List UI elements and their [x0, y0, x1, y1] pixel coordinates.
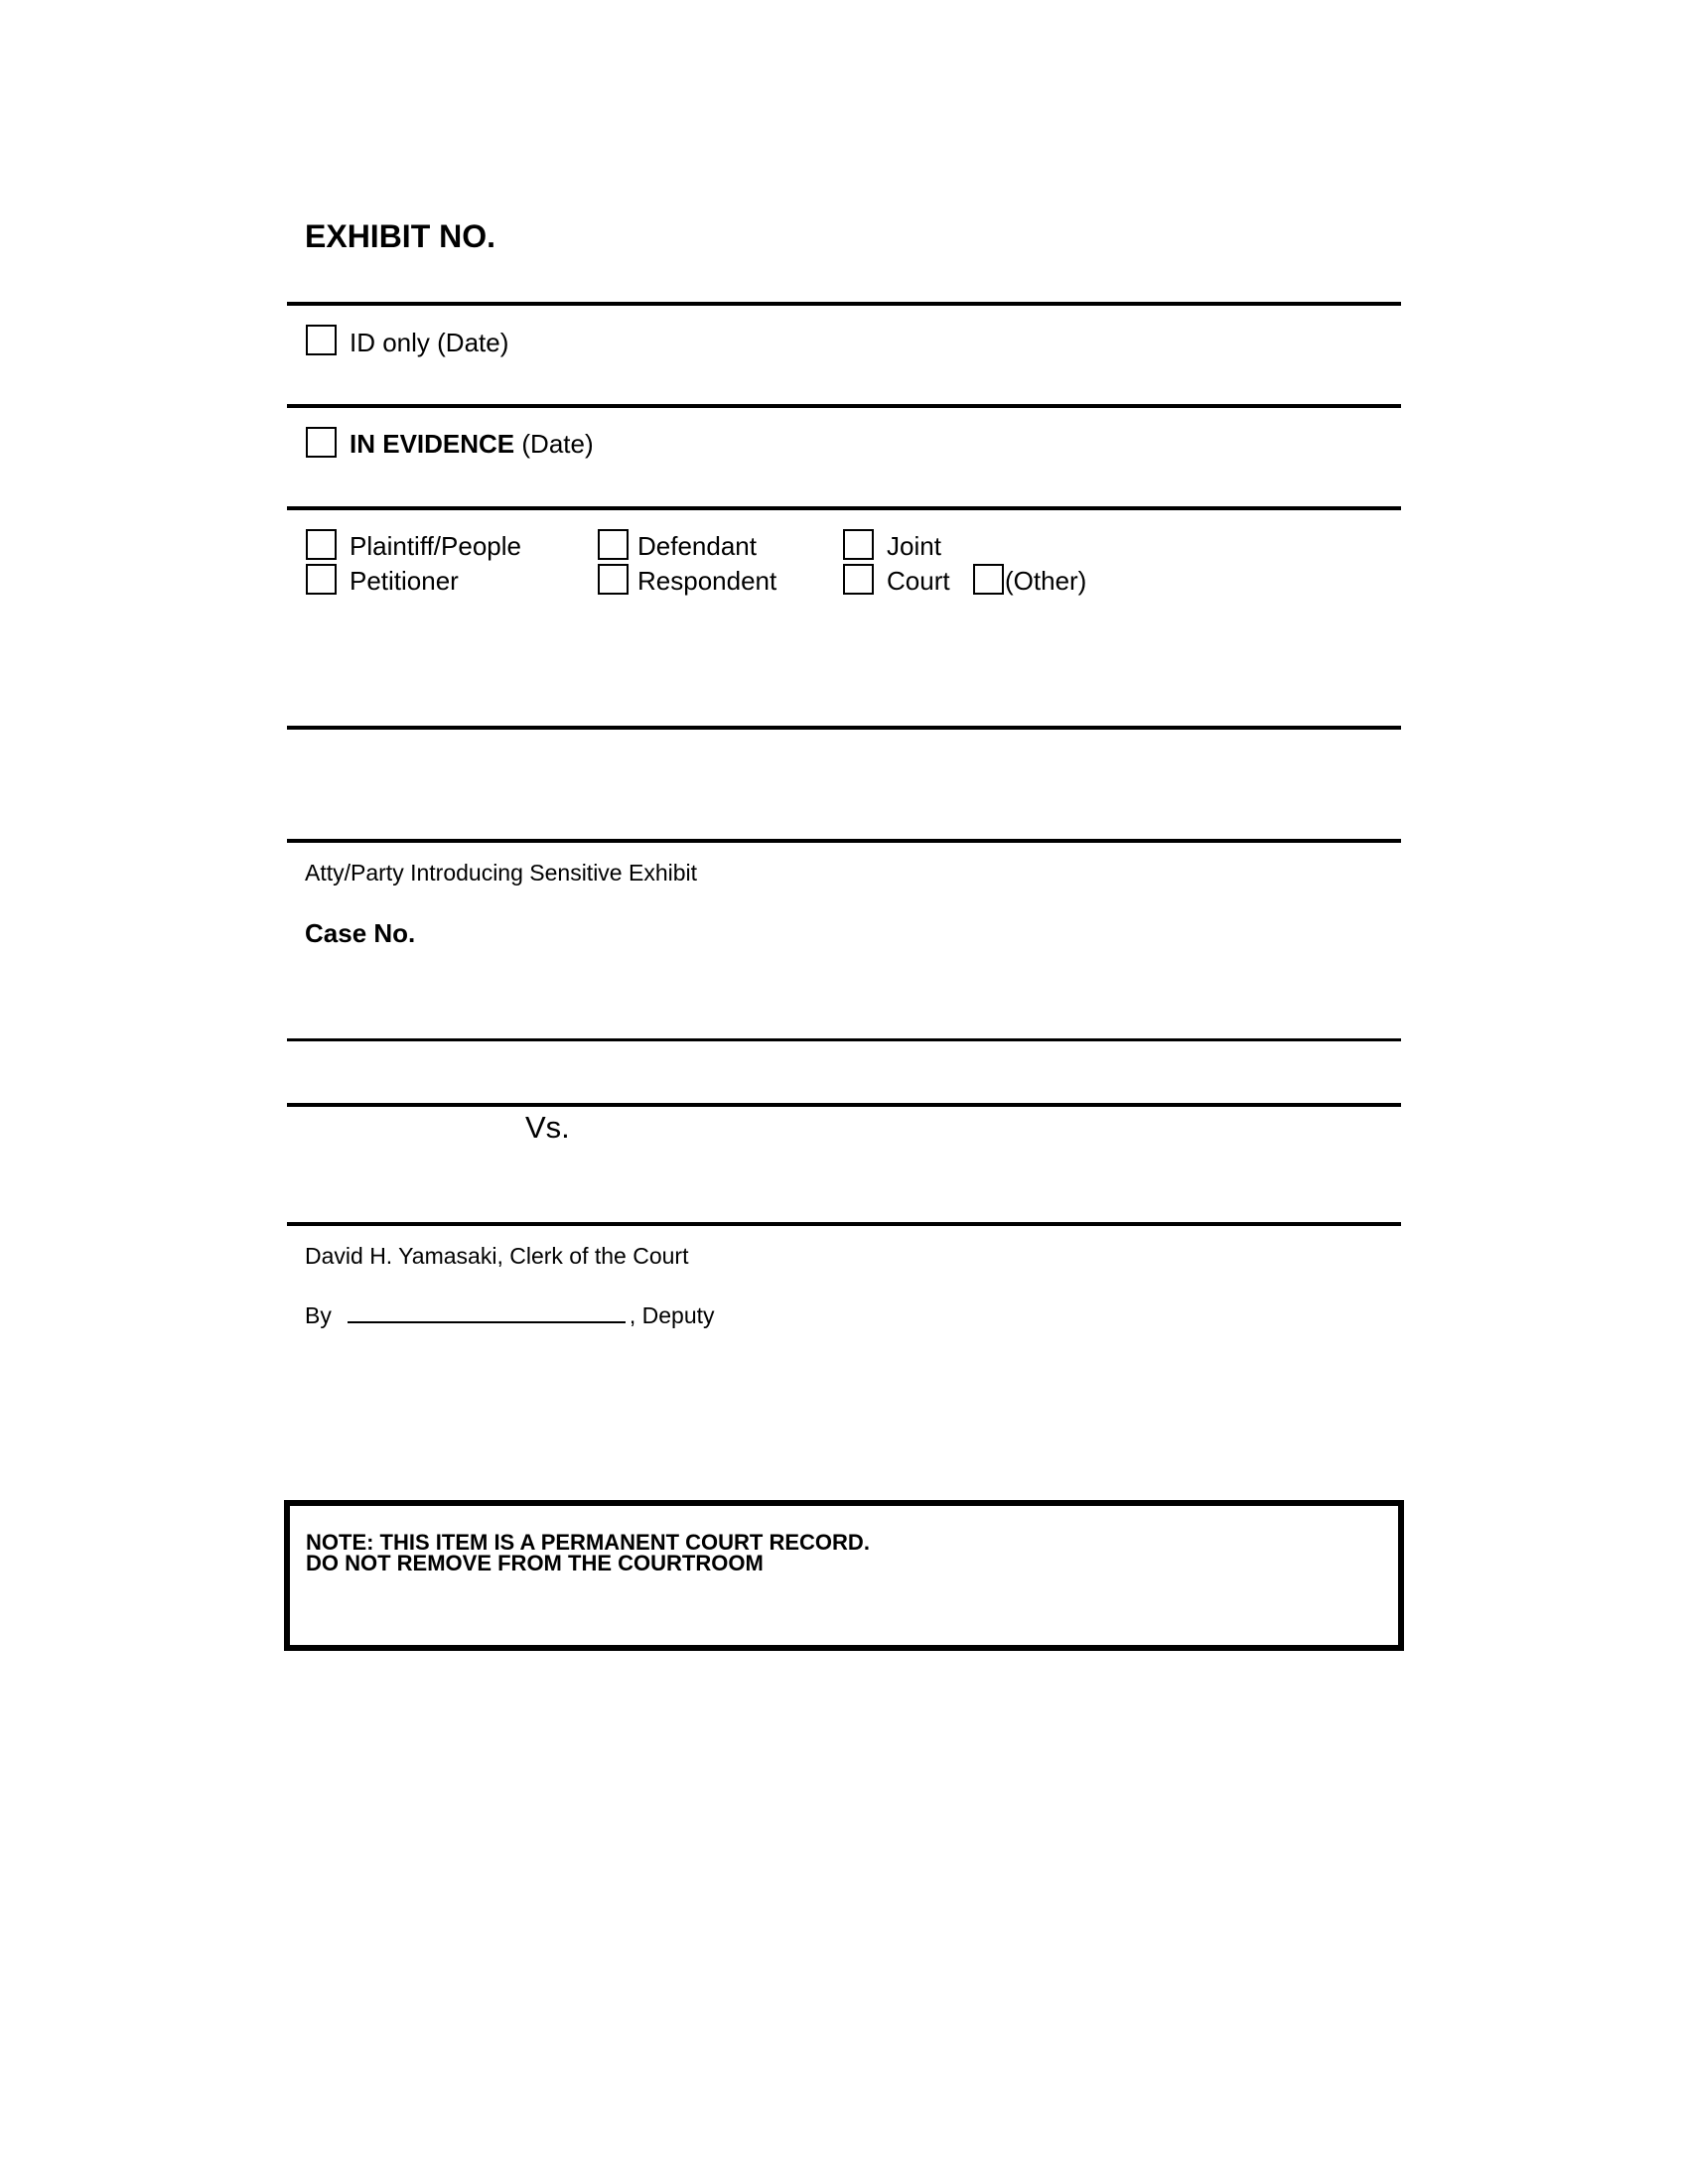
petitioner-checkbox[interactable]: [306, 564, 337, 595]
defendant-name-line: [287, 1222, 1401, 1226]
plaintiff-people-checkbox[interactable]: [306, 529, 337, 560]
in-evidence-label-date: (Date): [514, 429, 594, 459]
clerk-name: David H. Yamasaki, Clerk of the Court: [305, 1243, 689, 1269]
id-only-checkbox[interactable]: [306, 325, 337, 355]
deputy-label: , Deputy: [629, 1302, 715, 1328]
sensitive-exhibit-label: Atty/Party Introducing Sensitive Exhibit: [305, 860, 698, 886]
notice-line-2: DO NOT REMOVE FROM THE COURTROOM: [306, 1551, 764, 1575]
versus-label: Vs.: [525, 1110, 570, 1145]
id-only-label: ID only (Date): [350, 328, 509, 357]
notice-line-1: NOTE: THIS ITEM IS A PERMANENT COURT RECORD.: [306, 1530, 870, 1555]
divider: [287, 726, 1401, 730]
case-number-line: [287, 1038, 1401, 1041]
exhibit-number-label: EXHIBIT NO.: [305, 218, 496, 254]
joint-label: Joint: [887, 531, 941, 561]
divider: [287, 404, 1401, 408]
joint-checkbox[interactable]: [843, 529, 874, 560]
other-checkbox[interactable]: [973, 564, 1004, 595]
sensitive-party-line: [287, 839, 1401, 843]
court-checkbox[interactable]: [843, 564, 874, 595]
plaintiff-people-label: Plaintiff/People: [350, 531, 521, 561]
in-evidence-label-bold: IN EVIDENCE: [350, 429, 515, 459]
deputy-signature-row: [305, 1301, 715, 1327]
deputy-signature-field[interactable]: [348, 1301, 626, 1323]
in-evidence-checkbox[interactable]: [306, 427, 337, 458]
in-evidence-label: [350, 431, 594, 457]
defendant-label: Defendant: [637, 531, 757, 561]
court-label: Court: [887, 566, 950, 596]
petitioner-label: Petitioner: [350, 566, 459, 596]
by-label: By: [305, 1302, 332, 1328]
divider: [287, 302, 1401, 306]
defendant-checkbox[interactable]: [598, 529, 629, 560]
respondent-label: Respondent: [637, 566, 777, 596]
notice-text: [306, 1532, 870, 1573]
respondent-checkbox[interactable]: [598, 564, 629, 595]
other-label: (Other): [1005, 566, 1087, 596]
permanent-record-notice: [284, 1500, 1404, 1651]
divider: [287, 506, 1401, 510]
plaintiff-name-line: [287, 1103, 1401, 1107]
case-number-label: Case No.: [305, 918, 416, 948]
